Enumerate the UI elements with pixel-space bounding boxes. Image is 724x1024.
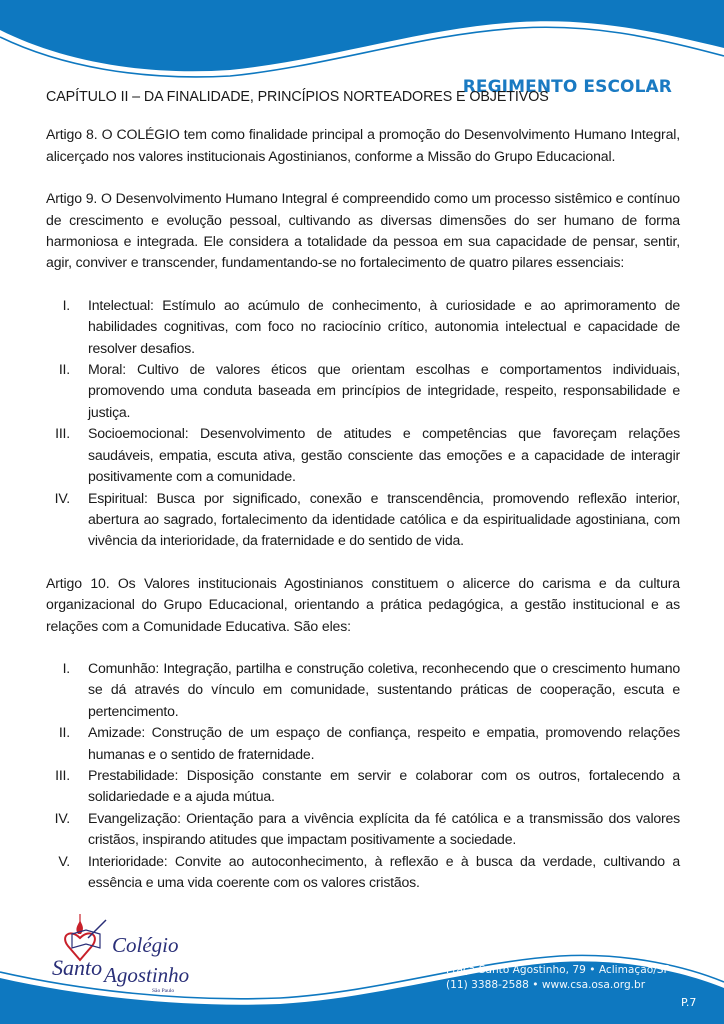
article-9: Artigo 9. O Desenvolvimento Humano Integral é compreendido como um processo sistêmico e contínuo de crescimento e evolução pessoal, cultivando as diversas dimensões do ser humano de forma harmoniosa e integrada. Ele considera a totalidade da pessoa em sua capacidade de pensar, sentir, agir, conviver e transcender, fundamentando-se no fortalecimento de quatro pilares essenciais: bbox=[46, 190, 680, 271]
list-numeral: V. bbox=[58, 852, 70, 869]
list-numeral: I. bbox=[62, 296, 70, 313]
article-10: Artigo 10. Os Valores institucionais Agostinianos constituem o alicerce do carisma e da cultura organizacional do Grupo Educacional, orientando a prática pedagógica, a gestão institucional e as relações com a Comunidade Educativa. São eles: bbox=[46, 574, 680, 634]
logo-sao-paulo: São Paulo bbox=[152, 988, 175, 994]
list-numeral: II. bbox=[58, 724, 70, 741]
article-10-values-list bbox=[46, 658, 680, 893]
list-numeral: III. bbox=[55, 425, 70, 442]
footer-address: Praça Santo Agostinho, 79 • Aclimação/SP bbox=[446, 964, 670, 976]
list-numeral: III. bbox=[55, 766, 70, 783]
article-9-pillars-list bbox=[46, 295, 680, 552]
list-numeral: II. bbox=[58, 361, 70, 378]
footer-contact-block bbox=[446, 963, 670, 992]
list-numeral: IV. bbox=[54, 809, 70, 826]
list-item bbox=[46, 851, 680, 894]
list-numeral: I. bbox=[62, 659, 70, 676]
list-item bbox=[46, 359, 680, 423]
list-item-text: Comunhão: Integração, partilha e construção coletiva, reconhecendo que o crescimento humano se dá através do vínculo em comunidade, sustentando práticas de cooperação, escuta e pertencimento. bbox=[88, 659, 680, 719]
list-item-text: Intelectual: Estímulo ao acúmulo de conhecimento, à curiosidade e ao aprimoramento de habilidades cognitivas, com foco no raciocínio crítico, autonomia intelectual e capacidade de resolver desafios. bbox=[88, 296, 680, 356]
document-body bbox=[46, 87, 680, 914]
logo-agostinho: Agostinho bbox=[104, 963, 190, 987]
logo-colegio: Colégio bbox=[112, 933, 179, 957]
header-wave-fill bbox=[0, 0, 724, 71]
list-item-text: Prestabilidade: Disposição constante em servir e colaborar com os outros, fortalecendo a solidariedade e a ajuda mútua. bbox=[88, 766, 680, 805]
article-8: Artigo 8. O COLÉGIO tem como finalidade principal a promoção do Desenvolvimento Humano Integral, alicerçado nos valores institucionais Agostinianos, conforme a Missão do Grupo Educacional. bbox=[46, 126, 680, 164]
list-item-text: Espiritual: Busca por significado, conexão e transcendência, promovendo reflexão interior, abertura ao sagrado, fortalecimento da identidade católica e da espiritualidade agostiniana, com vivência da interioridade, da fraternidade e do sentido de vida. bbox=[88, 489, 680, 549]
list-item-text: Amizade: Construção de um espaço de confiança, respeito e empatia, promovendo relações humanas e o sentido de fraternidade. bbox=[88, 724, 680, 762]
page-number: P.7 bbox=[681, 996, 697, 1009]
logo-santo: Santo bbox=[52, 955, 103, 980]
list-item bbox=[46, 423, 680, 487]
list-item bbox=[46, 722, 680, 765]
list-item bbox=[46, 488, 680, 552]
list-numeral: IV. bbox=[54, 489, 70, 506]
chapter-title: CAPÍTULO II – DA FINALIDADE, PRINCÍPIOS NORTEADORES E OBJETIVOS bbox=[46, 89, 549, 105]
list-item bbox=[46, 808, 680, 851]
school-logo bbox=[52, 912, 192, 1004]
list-item-text: Evangelização: Orientação para a vivência explícita da fé católica e a transmissão dos valores cristãos, inspirando atitudes que impactam positivamente a sociedade. bbox=[88, 809, 680, 848]
list-item-text: Moral: Cultivo de valores éticos que orientam escolhas e comportamentos individuais, promovendo uma conduta baseada em princípios de integridade, respeito, responsabilidade e justiça. bbox=[88, 361, 680, 420]
list-item bbox=[46, 765, 680, 808]
list-item-text: Interioridade: Convite ao autoconhecimento, à reflexão e à busca da verdade, cultivando a essência e uma vida coerente com os valores cristãos. bbox=[88, 852, 680, 890]
list-item-text: Socioemocional: Desenvolvimento de atitudes e competências que favoreçam relações saudáveis, empatia, escuta ativa, gestão consciente das emoções e a capacidade de interagir positivamente com a comunidade. bbox=[88, 425, 680, 485]
document-title: REGIMENTO ESCOLAR bbox=[462, 77, 672, 97]
heart-book-flame-icon bbox=[65, 914, 106, 960]
footer-phone-website: (11) 3388-2588 • www.csa.osa.org.br bbox=[446, 978, 646, 991]
list-item bbox=[46, 295, 680, 359]
list-item bbox=[46, 658, 680, 722]
